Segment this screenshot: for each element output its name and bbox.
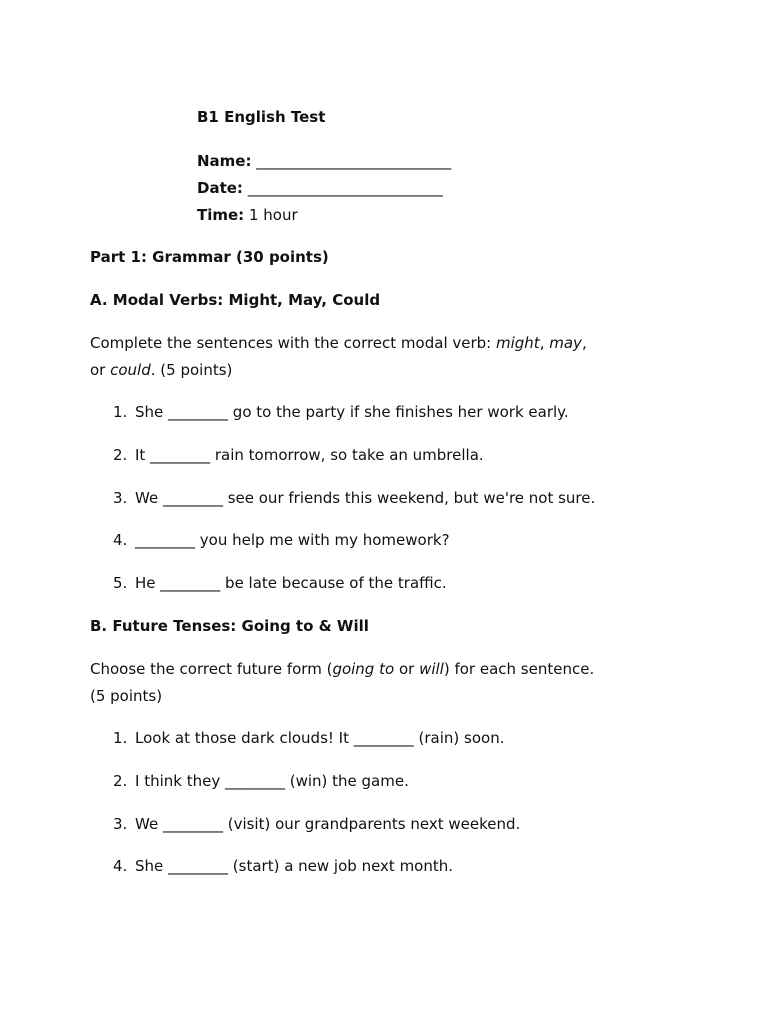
section-b-heading: B. Future Tenses: Going to & Will xyxy=(90,617,369,635)
instr-a-might: might xyxy=(496,334,540,352)
item-number: 1. xyxy=(113,729,128,747)
time-line xyxy=(197,205,298,225)
instr-b-prefix: Choose the correct future form ( xyxy=(90,660,333,678)
item-text: He ________ be late because of the traffic. xyxy=(135,574,447,592)
item-number: 3. xyxy=(113,815,128,833)
item-number: 3. xyxy=(113,489,128,507)
item-text: She ________ go to the party if she finishes her work early. xyxy=(135,403,569,421)
item-text: She ________ (start) a new job next month. xyxy=(135,857,454,875)
test-title: B1 English Test xyxy=(197,108,326,126)
instr-a-may: may xyxy=(549,334,582,352)
instr-a-sep2: , xyxy=(581,334,587,352)
instr-b-or: or xyxy=(394,660,420,678)
item-text: It ________ rain tomorrow, so take an umbrella. xyxy=(135,446,484,464)
item-number: 2. xyxy=(113,772,128,790)
section-b-instructions-line2: (5 points) xyxy=(90,687,163,705)
name-blank: __________________________ xyxy=(256,152,452,170)
date-blank: __________________________ xyxy=(247,179,443,197)
instr-a-could: could xyxy=(110,361,151,379)
time-label: Time: xyxy=(197,206,245,224)
part1-heading: Part 1: Grammar (30 points) xyxy=(90,248,329,266)
date-label: Date: xyxy=(197,179,243,197)
section-b-instructions-line1 xyxy=(90,659,594,679)
item-number: 1. xyxy=(113,403,128,421)
instr-a-points: . (5 points) xyxy=(150,361,233,379)
instr-b-going-to: going to xyxy=(332,660,395,678)
item-text: I think they ________ (win) the game. xyxy=(135,772,409,790)
section-a-instructions-line1 xyxy=(90,333,587,353)
item-number: 2. xyxy=(113,446,128,464)
section-a-instructions-line2 xyxy=(90,360,232,380)
item-number: 4. xyxy=(113,857,128,875)
item-number: 5. xyxy=(113,574,128,592)
section-a-heading: A. Modal Verbs: Might, May, Could xyxy=(90,291,381,309)
time-value: 1 hour xyxy=(248,206,298,224)
instr-a-sep1: , xyxy=(539,334,550,352)
instr-b-will: will xyxy=(419,660,444,678)
item-number: 4. xyxy=(113,531,128,549)
item-text: We ________ see our friends this weekend, but we're not sure. xyxy=(135,489,596,507)
item-text: We ________ (visit) our grandparents next weekend. xyxy=(135,815,521,833)
item-text: Look at those dark clouds! It ________ (rain) soon. xyxy=(135,729,505,747)
date-line xyxy=(197,178,443,198)
name-label: Name: xyxy=(197,152,252,170)
instr-a-prefix: Complete the sentences with the correct modal verb: xyxy=(90,334,496,352)
name-line xyxy=(197,151,451,171)
instr-a-or: or xyxy=(90,361,111,379)
instr-b-suffix: ) for each sentence. xyxy=(443,660,595,678)
item-text: ________ you help me with my homework? xyxy=(135,531,450,549)
